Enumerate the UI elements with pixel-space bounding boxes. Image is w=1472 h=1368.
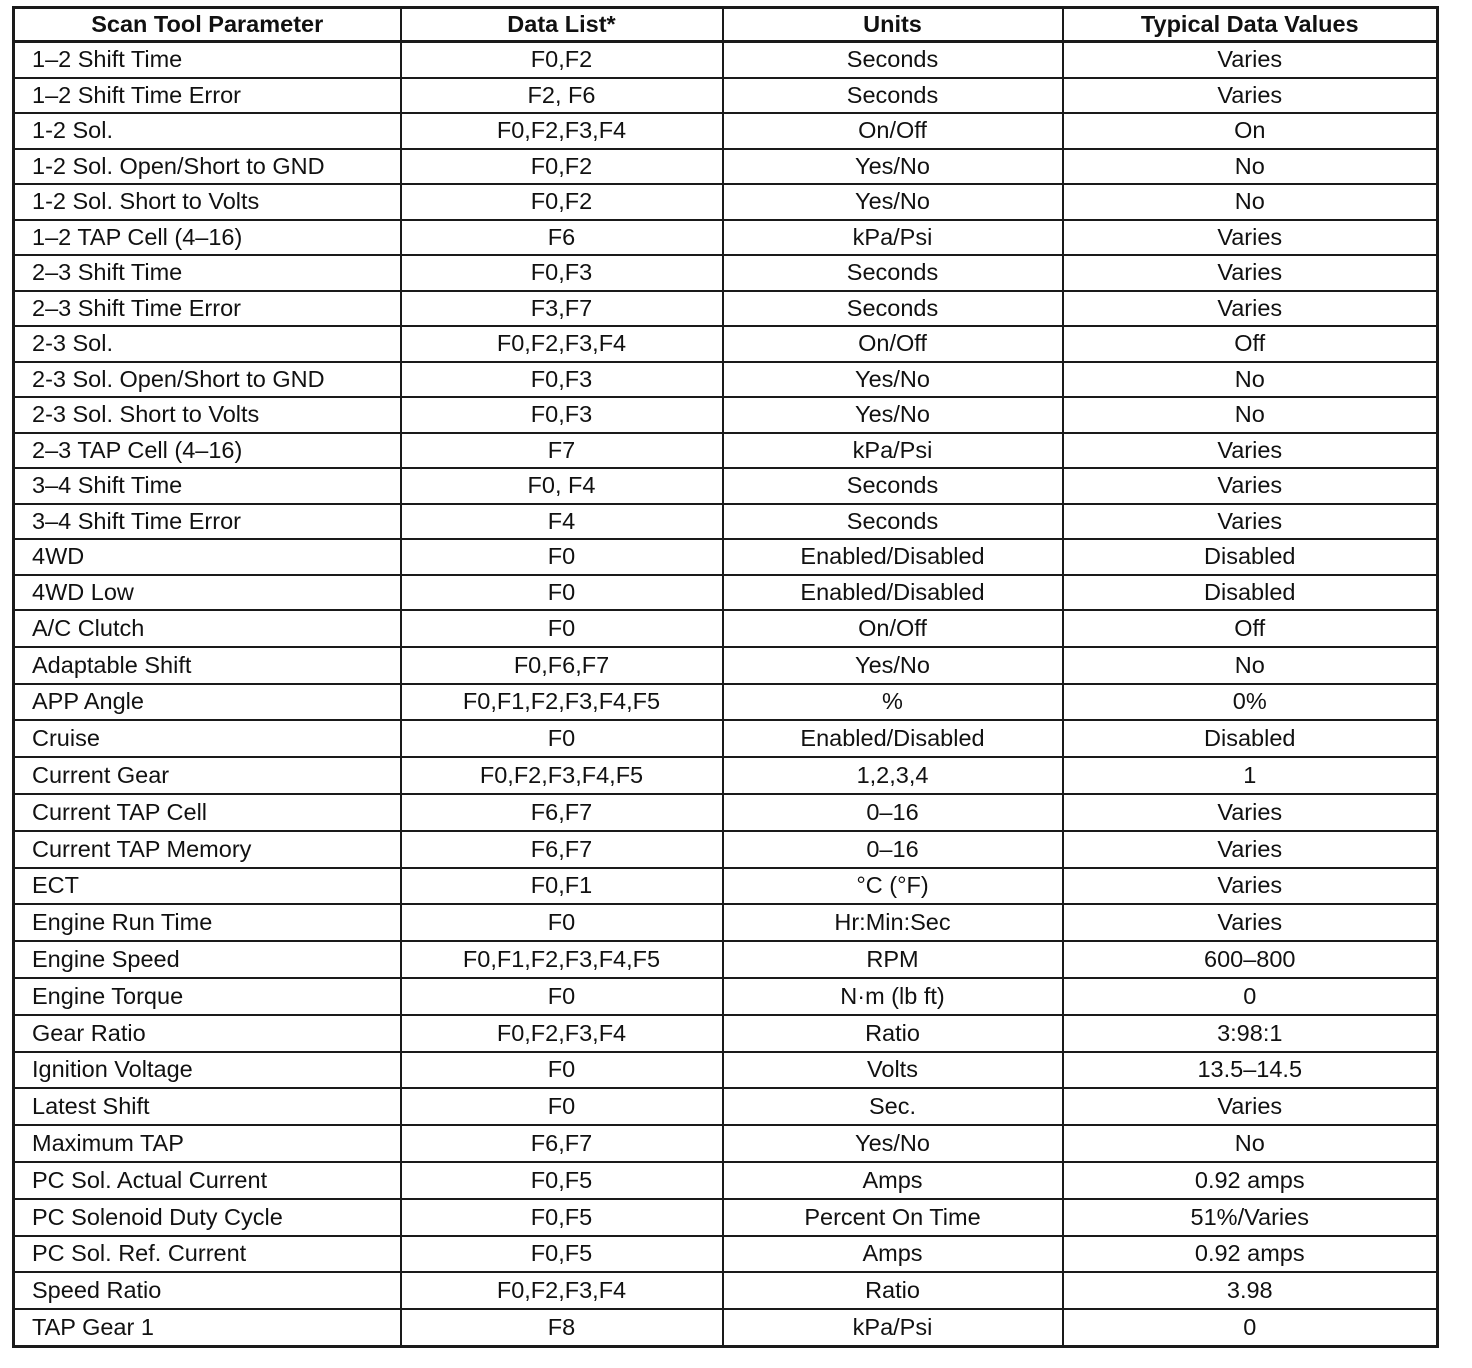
cell-data-list: F0,F1	[401, 868, 723, 905]
column-header-typical-values: Typical Data Values	[1063, 8, 1438, 42]
cell-units: Seconds	[723, 255, 1063, 291]
cell-data-list: F0,F2,F3,F4,F5	[401, 757, 723, 794]
cell-typical-value: Off	[1063, 326, 1438, 362]
cell-units: Volts	[723, 1052, 1063, 1089]
cell-units: Seconds	[723, 504, 1063, 540]
cell-units: Seconds	[723, 78, 1063, 114]
cell-parameter: Current Gear	[14, 757, 401, 794]
cell-parameter: PC Solenoid Duty Cycle	[14, 1199, 401, 1236]
cell-units: On/Off	[723, 113, 1063, 149]
cell-typical-value: 1	[1063, 757, 1438, 794]
cell-typical-value: No	[1063, 647, 1438, 684]
table-header	[14, 8, 1438, 42]
table-row	[14, 941, 1438, 978]
cell-units: RPM	[723, 941, 1063, 978]
table-row	[14, 1272, 1438, 1309]
cell-typical-value: 3:98:1	[1063, 1015, 1438, 1052]
cell-typical-value: Varies	[1063, 220, 1438, 256]
cell-typical-value: 0.92 amps	[1063, 1162, 1438, 1199]
cell-parameter: Adaptable Shift	[14, 647, 401, 684]
cell-data-list: F0,F5	[401, 1162, 723, 1199]
cell-units: Percent On Time	[723, 1199, 1063, 1236]
table-row	[14, 1236, 1438, 1273]
table-row	[14, 149, 1438, 185]
cell-data-list: F0,F3	[401, 362, 723, 398]
cell-data-list: F6,F7	[401, 794, 723, 831]
cell-data-list: F6	[401, 220, 723, 256]
cell-data-list: F0,F2,F3,F4	[401, 113, 723, 149]
table-row	[14, 362, 1438, 398]
cell-typical-value: 3.98	[1063, 1272, 1438, 1309]
cell-typical-value: Varies	[1063, 255, 1438, 291]
table-row	[14, 978, 1438, 1015]
cell-units: Yes/No	[723, 647, 1063, 684]
cell-units: Hr:Min:Sec	[723, 904, 1063, 941]
column-header-parameter: Scan Tool Parameter	[14, 8, 401, 42]
cell-units: Enabled/Disabled	[723, 575, 1063, 611]
cell-parameter: TAP Gear 1	[14, 1309, 401, 1346]
table-row	[14, 1015, 1438, 1052]
cell-units: Amps	[723, 1162, 1063, 1199]
cell-typical-value: 0	[1063, 1309, 1438, 1346]
cell-parameter: Maximum TAP	[14, 1125, 401, 1162]
cell-parameter: 2–3 Shift Time	[14, 255, 401, 291]
table-row	[14, 78, 1438, 114]
cell-parameter: 1–2 Shift Time Error	[14, 78, 401, 114]
cell-units: kPa/Psi	[723, 433, 1063, 469]
cell-parameter: 1-2 Sol.	[14, 113, 401, 149]
cell-data-list: F0,F6,F7	[401, 647, 723, 684]
table-row	[14, 504, 1438, 540]
cell-parameter: ECT	[14, 868, 401, 905]
cell-data-list: F4	[401, 504, 723, 540]
cell-units: Yes/No	[723, 1125, 1063, 1162]
cell-units: Seconds	[723, 291, 1063, 327]
header-row	[14, 8, 1438, 42]
cell-units: Ratio	[723, 1015, 1063, 1052]
cell-typical-value: Varies	[1063, 904, 1438, 941]
cell-data-list: F0,F5	[401, 1236, 723, 1273]
cell-typical-value: Off	[1063, 610, 1438, 647]
table-row	[14, 1199, 1438, 1236]
cell-units: Sec.	[723, 1088, 1063, 1125]
cell-typical-value: No	[1063, 1125, 1438, 1162]
cell-units: kPa/Psi	[723, 1309, 1063, 1346]
cell-data-list: F0,F3	[401, 255, 723, 291]
cell-data-list: F0,F2,F3,F4	[401, 1272, 723, 1309]
cell-typical-value: No	[1063, 362, 1438, 398]
table-row	[14, 1162, 1438, 1199]
cell-parameter: 2–3 Shift Time Error	[14, 291, 401, 327]
cell-data-list: F0,F1,F2,F3,F4,F5	[401, 941, 723, 978]
cell-typical-value: No	[1063, 397, 1438, 433]
cell-data-list: F0,F2,F3,F4	[401, 1015, 723, 1052]
cell-data-list: F0,F2	[401, 149, 723, 185]
cell-parameter: 4WD	[14, 539, 401, 575]
table-body	[14, 42, 1438, 1347]
cell-parameter: APP Angle	[14, 684, 401, 721]
cell-typical-value: Varies	[1063, 78, 1438, 114]
table-row	[14, 220, 1438, 256]
cell-parameter: 1-2 Sol. Open/Short to GND	[14, 149, 401, 185]
scan-tool-data-table	[12, 6, 1439, 1348]
cell-units: Yes/No	[723, 184, 1063, 220]
cell-units: kPa/Psi	[723, 220, 1063, 256]
cell-typical-value: Varies	[1063, 433, 1438, 469]
cell-typical-value: Disabled	[1063, 575, 1438, 611]
cell-parameter: Current TAP Cell	[14, 794, 401, 831]
cell-units: Seconds	[723, 468, 1063, 504]
cell-units: °C (°F)	[723, 868, 1063, 905]
cell-typical-value: Varies	[1063, 468, 1438, 504]
table-row	[14, 904, 1438, 941]
table-row	[14, 831, 1438, 868]
cell-data-list: F0,F1,F2,F3,F4,F5	[401, 684, 723, 721]
table-row	[14, 794, 1438, 831]
cell-typical-value: Varies	[1063, 504, 1438, 540]
cell-units: Enabled/Disabled	[723, 720, 1063, 757]
cell-typical-value: 600–800	[1063, 941, 1438, 978]
cell-typical-value: No	[1063, 184, 1438, 220]
cell-units: Yes/No	[723, 362, 1063, 398]
cell-parameter: Cruise	[14, 720, 401, 757]
table-row	[14, 868, 1438, 905]
cell-typical-value: 0.92 amps	[1063, 1236, 1438, 1273]
cell-parameter: 2-3 Sol. Open/Short to GND	[14, 362, 401, 398]
table-row	[14, 184, 1438, 220]
cell-typical-value: Varies	[1063, 794, 1438, 831]
table-row	[14, 1309, 1438, 1346]
cell-parameter: 1–2 Shift Time	[14, 42, 401, 78]
cell-typical-value: On	[1063, 113, 1438, 149]
cell-data-list: F0,F2,F3,F4	[401, 326, 723, 362]
cell-typical-value: 13.5–14.5	[1063, 1052, 1438, 1089]
cell-parameter: 2-3 Sol.	[14, 326, 401, 362]
cell-parameter: 3–4 Shift Time	[14, 468, 401, 504]
column-header-units: Units	[723, 8, 1063, 42]
table-row	[14, 1088, 1438, 1125]
cell-parameter: 3–4 Shift Time Error	[14, 504, 401, 540]
cell-typical-value: Varies	[1063, 42, 1438, 78]
cell-units: Enabled/Disabled	[723, 539, 1063, 575]
cell-parameter: 1–2 TAP Cell (4–16)	[14, 220, 401, 256]
cell-parameter: PC Sol. Actual Current	[14, 1162, 401, 1199]
scan-tool-data-table-container	[12, 6, 1436, 1348]
cell-parameter: A/C Clutch	[14, 610, 401, 647]
cell-data-list: F0	[401, 720, 723, 757]
cell-data-list: F7	[401, 433, 723, 469]
cell-units: On/Off	[723, 326, 1063, 362]
table-row	[14, 397, 1438, 433]
cell-units: Seconds	[723, 42, 1063, 78]
table-row	[14, 647, 1438, 684]
cell-typical-value: Disabled	[1063, 539, 1438, 575]
cell-units: 0–16	[723, 831, 1063, 868]
cell-parameter: Engine Torque	[14, 978, 401, 1015]
cell-typical-value: Varies	[1063, 831, 1438, 868]
table-row	[14, 255, 1438, 291]
table-row	[14, 610, 1438, 647]
column-header-data-list: Data List*	[401, 8, 723, 42]
cell-data-list: F0	[401, 904, 723, 941]
table-row	[14, 42, 1438, 78]
table-row	[14, 1125, 1438, 1162]
cell-typical-value: Varies	[1063, 868, 1438, 905]
table-row	[14, 1052, 1438, 1089]
cell-units: N·m (lb ft)	[723, 978, 1063, 1015]
cell-units: Amps	[723, 1236, 1063, 1273]
cell-parameter: Engine Speed	[14, 941, 401, 978]
table-row	[14, 757, 1438, 794]
cell-data-list: F0	[401, 539, 723, 575]
cell-data-list: F0	[401, 610, 723, 647]
cell-units: On/Off	[723, 610, 1063, 647]
cell-parameter: Speed Ratio	[14, 1272, 401, 1309]
table-row	[14, 468, 1438, 504]
cell-data-list: F0,F2	[401, 42, 723, 78]
cell-typical-value: Varies	[1063, 291, 1438, 327]
cell-parameter: 1-2 Sol. Short to Volts	[14, 184, 401, 220]
cell-data-list: F0, F4	[401, 468, 723, 504]
table-row	[14, 433, 1438, 469]
cell-data-list: F0	[401, 978, 723, 1015]
cell-units: Yes/No	[723, 397, 1063, 433]
cell-parameter: Latest Shift	[14, 1088, 401, 1125]
table-row	[14, 575, 1438, 611]
cell-data-list: F0,F5	[401, 1199, 723, 1236]
cell-units: 0–16	[723, 794, 1063, 831]
cell-parameter: Engine Run Time	[14, 904, 401, 941]
cell-typical-value: Disabled	[1063, 720, 1438, 757]
cell-typical-value: 0	[1063, 978, 1438, 1015]
cell-data-list: F0,F2	[401, 184, 723, 220]
cell-data-list: F2, F6	[401, 78, 723, 114]
cell-typical-value: 51%/Varies	[1063, 1199, 1438, 1236]
cell-parameter: Current TAP Memory	[14, 831, 401, 868]
cell-data-list: F6,F7	[401, 1125, 723, 1162]
table-row	[14, 291, 1438, 327]
cell-data-list: F0,F3	[401, 397, 723, 433]
cell-data-list: F6,F7	[401, 831, 723, 868]
cell-data-list: F0	[401, 1052, 723, 1089]
table-row	[14, 539, 1438, 575]
cell-data-list: F0	[401, 575, 723, 611]
cell-parameter: 2-3 Sol. Short to Volts	[14, 397, 401, 433]
cell-parameter: PC Sol. Ref. Current	[14, 1236, 401, 1273]
table-row	[14, 720, 1438, 757]
cell-data-list: F3,F7	[401, 291, 723, 327]
cell-parameter: 2–3 TAP Cell (4–16)	[14, 433, 401, 469]
cell-units: Yes/No	[723, 149, 1063, 185]
cell-units: Ratio	[723, 1272, 1063, 1309]
cell-data-list: F0	[401, 1088, 723, 1125]
table-row	[14, 326, 1438, 362]
cell-parameter: Ignition Voltage	[14, 1052, 401, 1089]
table-row	[14, 684, 1438, 721]
cell-typical-value: Varies	[1063, 1088, 1438, 1125]
cell-units: 1,2,3,4	[723, 757, 1063, 794]
cell-parameter: 4WD Low	[14, 575, 401, 611]
table-row	[14, 113, 1438, 149]
cell-parameter: Gear Ratio	[14, 1015, 401, 1052]
cell-units: %	[723, 684, 1063, 721]
cell-data-list: F8	[401, 1309, 723, 1346]
cell-typical-value: 0%	[1063, 684, 1438, 721]
cell-typical-value: No	[1063, 149, 1438, 185]
